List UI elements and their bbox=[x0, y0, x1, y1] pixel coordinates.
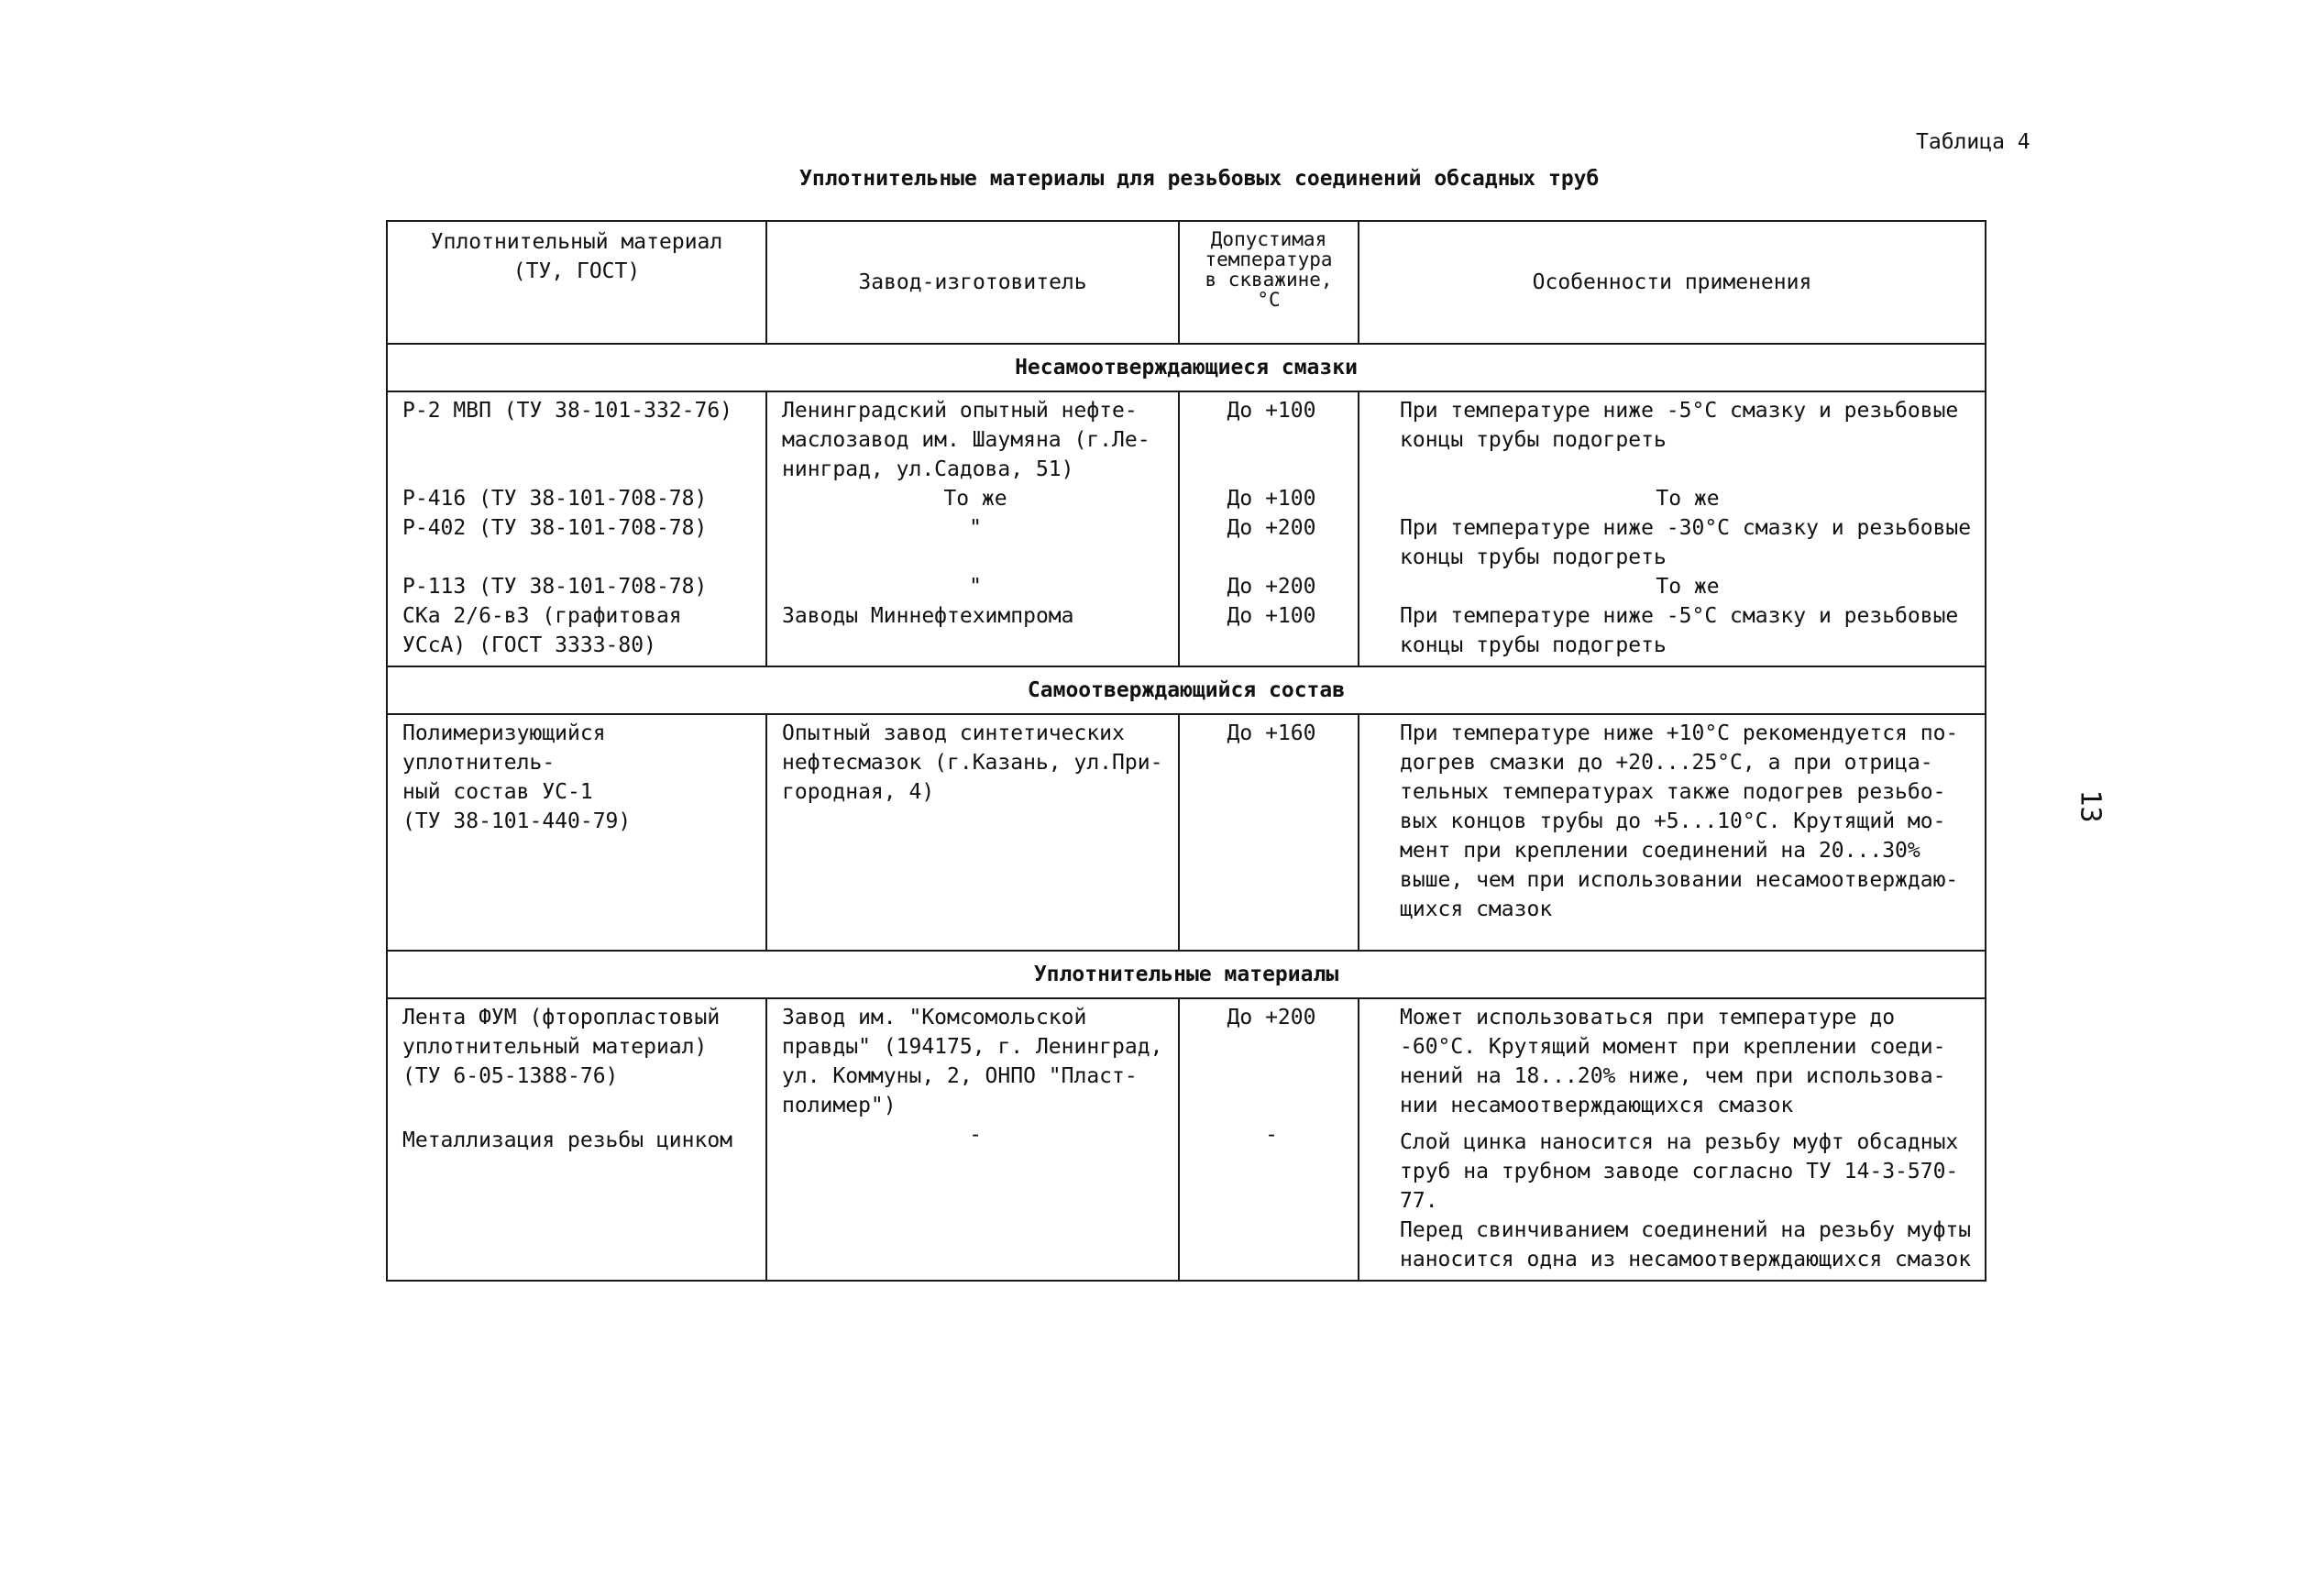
list-item: При температуре ниже -5°С смазку и резьбовые концы трубы подогреть bbox=[1400, 604, 1959, 657]
list-item: - bbox=[969, 1123, 982, 1147]
cell-material bbox=[387, 391, 766, 666]
cell-features bbox=[1359, 998, 1986, 1281]
cell-features bbox=[1359, 391, 1986, 666]
list-item: Р-2 МВП (ТУ 38-101-332-76) bbox=[402, 399, 733, 423]
sealants-table bbox=[386, 220, 1986, 1282]
cell-manufacturer bbox=[766, 391, 1179, 666]
cell-temperature: До +160 bbox=[1179, 714, 1359, 951]
list-item: Р-416 (ТУ 38-101-708-78) bbox=[402, 487, 708, 511]
section-title: Несамоотверждающиеся смазки bbox=[387, 344, 1986, 391]
section-row bbox=[387, 951, 1986, 998]
table-row bbox=[387, 391, 1986, 666]
table-row bbox=[387, 998, 1986, 1281]
section-title: Уплотнительные материалы bbox=[387, 951, 1986, 998]
list-item: До +200 bbox=[1227, 1006, 1316, 1029]
list-item: До +200 bbox=[1227, 516, 1316, 540]
list-item: Ленинградский опытный нефте- маслозавод им. Шаумяна (г.Ле- нинград, ул.Садова, 51) bbox=[782, 399, 1150, 481]
section-row bbox=[387, 666, 1986, 714]
list-item: Заводы Миннефтехимпрома bbox=[782, 604, 1074, 628]
list-item: До +100 bbox=[1227, 399, 1316, 423]
header-material: Уплотнительный материал (ТУ, ГОСТ) bbox=[387, 221, 766, 344]
list-item: При температуре ниже -30°С смазку и резьбовые концы трубы подогреть bbox=[1400, 516, 1972, 569]
list-item: До +100 bbox=[1227, 487, 1316, 511]
list-item: " bbox=[969, 575, 982, 599]
table-title: Уплотнительные материалы для резьбовых соединений обсадных труб bbox=[799, 167, 1600, 191]
page-number: 13 bbox=[2074, 789, 2107, 823]
list-item: То же bbox=[943, 487, 1007, 511]
section-title: Самоотверждающийся состав bbox=[387, 666, 1986, 714]
list-item: Металлизация резьбы цинком bbox=[402, 1128, 733, 1152]
cell-manufacturer bbox=[766, 998, 1179, 1281]
list-item: СКа 2/6-в3 (графитовая УСсА) (ГОСТ 3333-80) bbox=[402, 604, 682, 657]
list-item: Лента ФУМ (фторопластовый уплотнительный материал) (ТУ 6-05-1388-76) bbox=[402, 1006, 721, 1088]
cell-material bbox=[387, 998, 766, 1281]
table-number-label: Таблица 4 bbox=[1916, 130, 2030, 154]
table-row bbox=[387, 714, 1986, 951]
cell-manufacturer: Опытный завод синтетических нефтесмазок (г.Казань, ул.При- городная, 4) bbox=[766, 714, 1179, 951]
list-item: Р-402 (ТУ 38-101-708-78) bbox=[402, 516, 708, 540]
list-item: Слой цинка наносится на резьбу муфт обсадных труб на трубном заводе согласно ТУ 14-3-570-77. Перед свинчиванием соединений на резьбу муфты наносится одна из несамоотверждающихся смазок bbox=[1400, 1130, 1972, 1271]
list-item: - bbox=[1265, 1123, 1278, 1147]
header-features: Особенности применения bbox=[1359, 221, 1986, 344]
list-item: До +100 bbox=[1227, 604, 1316, 628]
list-item: Р-113 (ТУ 38-101-708-78) bbox=[402, 575, 708, 599]
header-manufacturer: Завод-изготовитель bbox=[766, 221, 1179, 344]
list-item: То же bbox=[1656, 575, 1720, 599]
cell-temperature bbox=[1179, 391, 1359, 666]
cell-features: При температуре ниже +10°С рекомендуется по- догрев смазки до +20...25°С, а при отрица- тельных температурах также подогрев резьбо- вых концов трубы до +5...10°С. Крутящий мо- мент при креплении соединений на 20...30% выше, чем при использовании несамоотверждаю- щихся смазок bbox=[1359, 714, 1986, 951]
list-item: Завод им. "Комсомольской правды" (194175, г. Ленинград, ул. Коммуны, 2, ОНПО "Пласт- полимер") bbox=[782, 1006, 1163, 1117]
list-item: То же bbox=[1656, 487, 1720, 511]
cell-temperature bbox=[1179, 998, 1359, 1281]
list-item: При температуре ниже -5°С смазку и резьбовые концы трубы подогреть bbox=[1400, 399, 1959, 452]
list-item: " bbox=[969, 516, 982, 540]
header-temperature: Допустимая температура в скважине, °С bbox=[1179, 221, 1359, 344]
cell-material: Полимеризующийся уплотнитель- ный состав УС-1 (ТУ 38-101-440-79) bbox=[387, 714, 766, 951]
list-item: Может использоваться при температуре до -60°С. Крутящий момент при креплении соеди- нений на 18...20% ниже, чем при использова- нии несамоотверждающихся смазок bbox=[1400, 1006, 1946, 1117]
section-row bbox=[387, 344, 1986, 391]
list-item: До +200 bbox=[1227, 575, 1316, 599]
table-header-row bbox=[387, 221, 1986, 344]
